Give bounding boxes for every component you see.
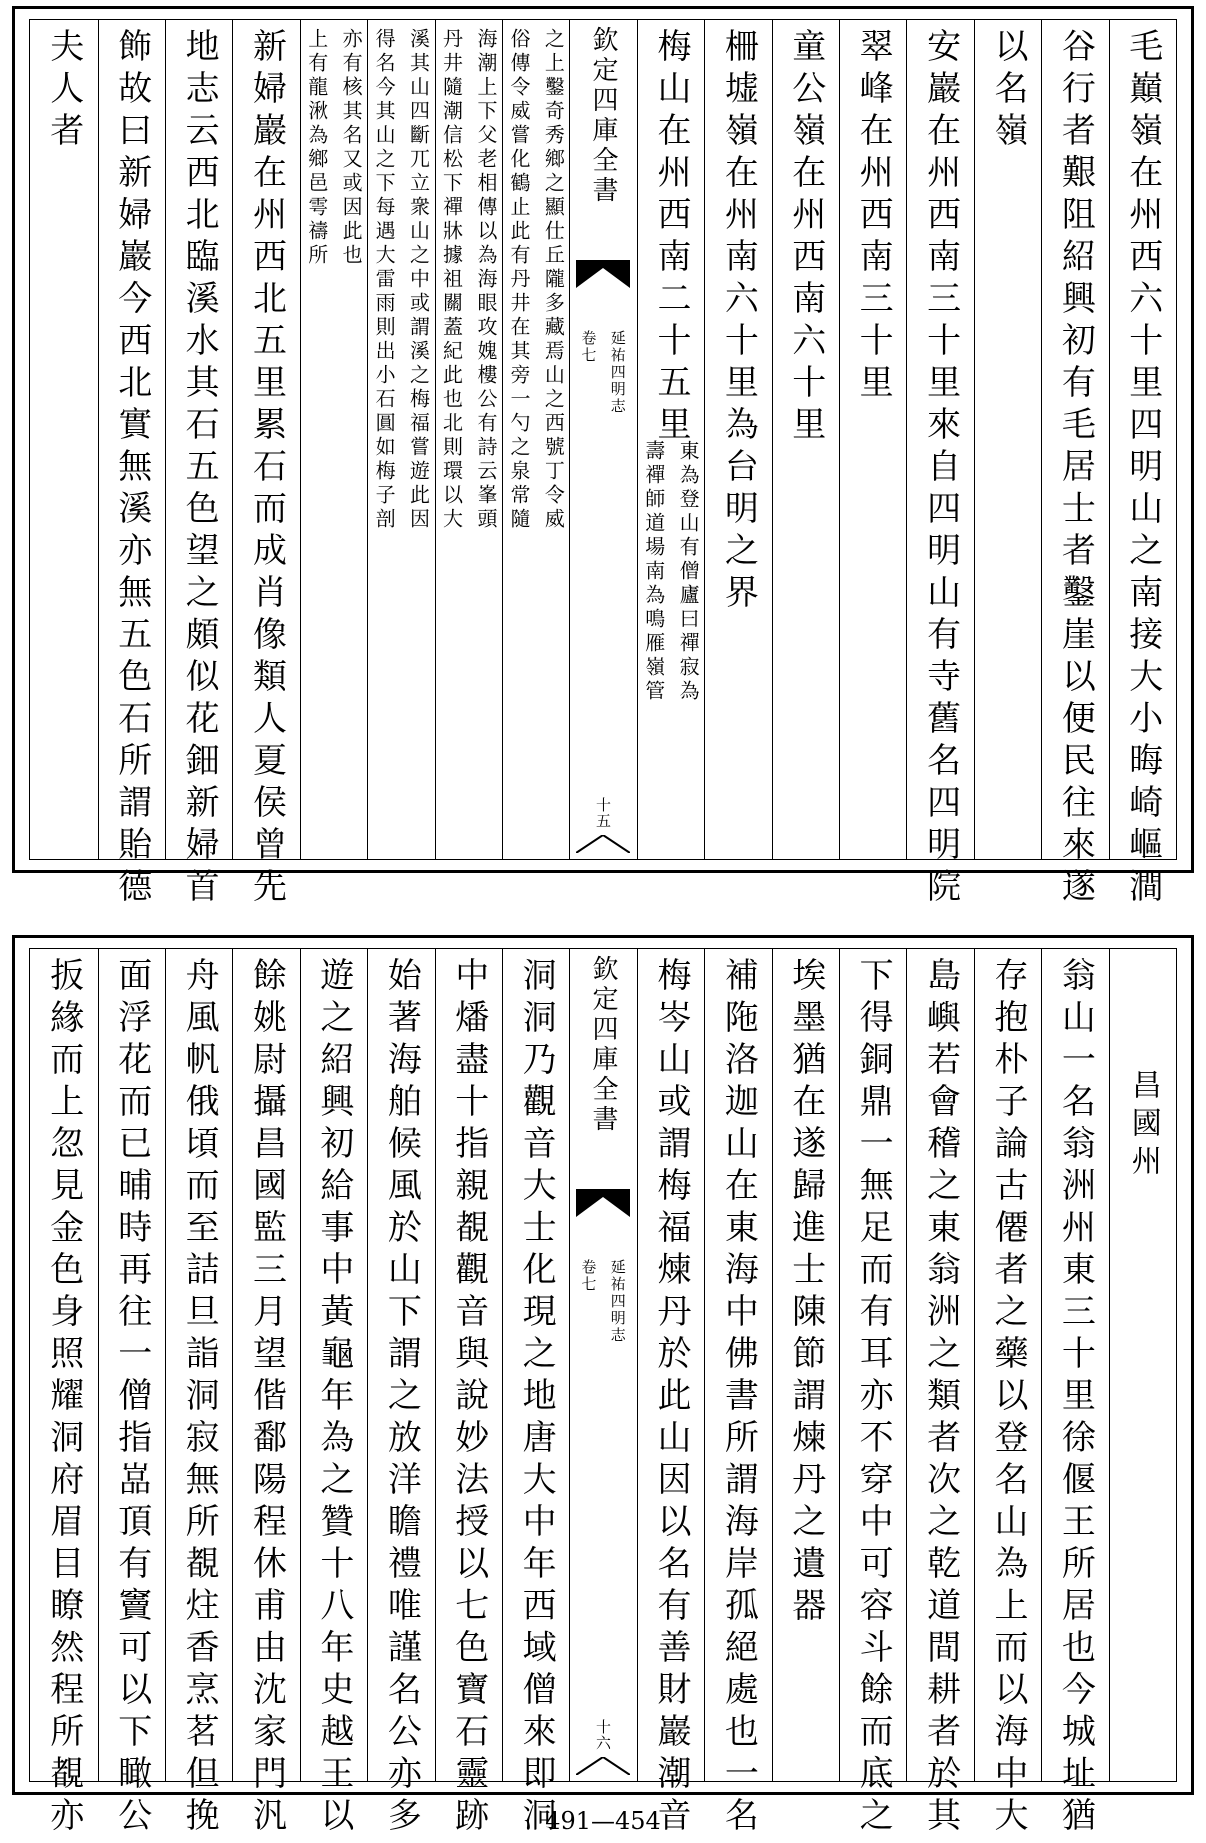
top-page-frame: [29, 19, 1177, 910]
text-column: [637, 949, 704, 1839]
fish-tail-ornament-icon: [576, 260, 630, 288]
book-name: 延祐四明志: [608, 330, 627, 415]
annotation-column: [367, 20, 434, 859]
column-text: 安巖在州西南三十里來自四明山有寺舊名四明院: [920, 28, 961, 910]
text-column: [435, 949, 502, 1839]
book-title: 欽定四庫全書: [588, 26, 619, 206]
annotation-text-left: 得名今其山之下每遇大雷雨則出小石圓如梅子剖: [372, 28, 397, 532]
column-text: 飾故曰新婦巖今西北實無溪亦無五色石所謂貽德: [111, 28, 152, 910]
text-column: [165, 20, 232, 910]
text-column: [1041, 949, 1108, 1839]
text-column: [502, 949, 569, 1839]
column-text: 新婦巖在州西北五里累石而成肖像類人夏侯曾先: [246, 28, 287, 910]
volume-number: 卷七: [579, 1259, 598, 1293]
book-title: 欽定四庫全書: [588, 955, 619, 1135]
column-text: 補陁洛迦山在東海中佛書所謂海岸孤絕處也一名: [718, 957, 759, 1839]
column-text: 舟風帆俄頃而至詰旦詣洞寂無所覩炷香烹茗但挽: [179, 957, 220, 1839]
column-text: 翠峰在州西南三十里: [853, 28, 894, 406]
column-text: 存抱朴子論古僊者之藥以登名山為上而以海中大: [987, 957, 1028, 1839]
column-text: 島嶼若會稽之東翁洲之類者次之乾道間耕者於其: [920, 957, 961, 1839]
fish-tail-bottom-icon: [576, 835, 630, 853]
text-column: [974, 20, 1041, 859]
text-column: [30, 949, 97, 1839]
column-text: 扳緣而上忽見金色身照耀洞府眉目瞭然程所覩亦: [43, 957, 84, 1839]
text-column: [906, 949, 973, 1839]
volume-number: 卷七: [579, 330, 598, 364]
fish-tail-ornament-icon: [576, 1189, 630, 1217]
text-column: [98, 20, 165, 910]
annotation-text-left: 俗傳令威嘗化鶴止此有丹井在其旁一勺之泉常隨: [506, 28, 531, 532]
column-text: 以名嶺: [987, 28, 1028, 154]
column-text: 餘姚尉攝昌國監三月望偕鄱陽程休甫由沈家門汎: [246, 957, 287, 1839]
column-text: 夫人者: [43, 28, 84, 154]
page-number: 十六: [594, 1719, 613, 1751]
mixed-column: [637, 20, 704, 859]
text-column: [165, 949, 232, 1839]
column-text: 中燔盡十指親覩觀音與說妙法授以七色寶石靈跡: [448, 957, 489, 1839]
annotation-text-left: 上有龍湫為鄉邑雩禱所: [304, 28, 329, 268]
text-column: [974, 949, 1041, 1839]
text-column: [30, 20, 97, 859]
column-text: 面浮花而已晡時再往一僧指嵓頂有竇可以下瞰公: [111, 957, 152, 1839]
annotation-column: [435, 20, 502, 859]
column-text: 毛巔嶺在州西六十里四明山之南接大小晦崎嶇澗: [1122, 28, 1163, 910]
page-number: 十五: [594, 797, 613, 829]
column-text: 洞洞乃觀音大士化現之地唐大中年西域僧來即洞: [516, 957, 557, 1839]
annotation-text-right: 溪其山四斷兀立衆山之中或謂溪之梅福嘗遊此因: [406, 28, 431, 532]
annotation-text-right: 東為登山有僧廬曰禪寂為: [676, 440, 701, 704]
fish-tail-bottom-icon: [576, 1757, 630, 1775]
annotation-text-left: 壽禪師道場南為鳴雁嶺管: [641, 440, 666, 704]
center-fold-column: [569, 949, 636, 1781]
text-column: [839, 949, 906, 1839]
column-text: 遊之紹興初給事中黃龜年為之贊十八年史越王以: [313, 957, 354, 1839]
annotation-column: [300, 20, 367, 859]
annotation-text-left: 丹井隨潮信松下禪牀據祖關蓋紀此也北則環以大: [439, 28, 464, 532]
annotation-text-right: 之上鑿奇秀鄉之顯仕丘隴多藏焉山之西號丁令威: [541, 28, 566, 532]
column-text: 谷行者艱阻紹興初有毛居士者鑿崖以便民往來遂: [1055, 28, 1096, 910]
text-column: [232, 20, 299, 910]
text-column: [98, 949, 165, 1839]
text-column: [367, 949, 434, 1839]
text-column: [704, 949, 771, 1839]
annotation-column: [502, 20, 569, 859]
column-text: 埃墨猶在遂歸進士陳節謂煉丹之遺器: [785, 957, 826, 1629]
column-text: 童公嶺在州西南六十里: [785, 28, 826, 448]
column-text: 梅山在州西南二十五里: [650, 28, 691, 448]
column-text: 柵墟嶺在州南六十里為台明之界: [718, 28, 759, 616]
column-text: 始著海舶候風於山下謂之放洋瞻禮唯謹名公亦多: [381, 957, 422, 1839]
text-column: [232, 949, 299, 1839]
text-column: [1109, 20, 1176, 910]
text-column: [906, 20, 973, 910]
text-column: [839, 20, 906, 859]
section-heading-column: [1109, 949, 1176, 1781]
book-name: 延祐四明志: [608, 1259, 627, 1344]
text-column: [1041, 20, 1108, 910]
section-heading: 昌國州: [1125, 1069, 1161, 1183]
top-page: [12, 6, 1194, 910]
annotation-text-right: 海潮上下父老相傳以為海眼攻媿樓公有詩云峯頭: [473, 28, 498, 532]
column-text: 翁山一名翁洲州東三十里徐偃王所居也今城址猶: [1055, 957, 1096, 1839]
annotation-text-right: 亦有核其名又或因此也: [339, 28, 364, 268]
center-fold-column: [569, 20, 636, 859]
column-text: 地志云西北臨溪水其石五色望之頗似花鈿新婦首: [179, 28, 220, 910]
text-column: [300, 949, 367, 1839]
text-column: [772, 20, 839, 859]
column-text: 下得銅鼎一無足而有耳亦不穿中可容斗餘而底之: [853, 957, 894, 1839]
page-code: 491—454: [545, 1807, 661, 1835]
text-column: [772, 949, 839, 1781]
text-column: [704, 20, 771, 859]
column-text: 梅岑山或謂梅福煉丹於此山因以名有善財巖潮音: [650, 957, 691, 1839]
top-page-columns: [30, 20, 1176, 910]
